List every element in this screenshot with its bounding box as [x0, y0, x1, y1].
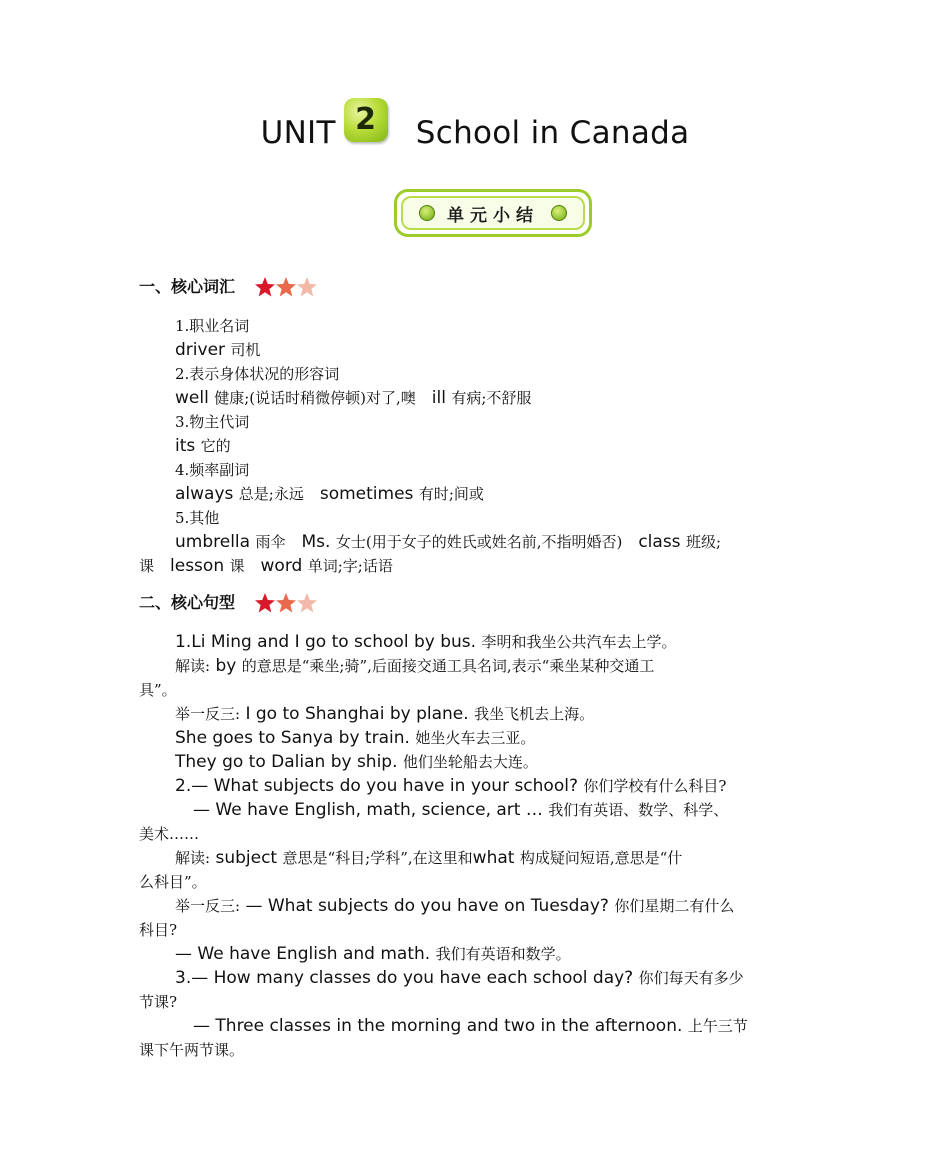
sentence-line: They go to Dalian by ship. 他们坐轮船去大连。	[175, 752, 538, 772]
sentence-line: 具”。	[139, 681, 177, 699]
sentence-line: 课下午两节课。	[139, 1041, 245, 1059]
half-star-icon	[295, 276, 319, 298]
difficulty-rating	[253, 276, 316, 298]
sentence-line: 美术……	[139, 825, 200, 843]
vocab-line: well 健康;(说话时稍微停顿)对了,噢 ill 有病;不舒服	[175, 388, 532, 408]
sentence-line: — We have English and math. 我们有英语和数学。	[175, 944, 571, 964]
section-title: 二、核心句型	[139, 593, 236, 612]
unit-summary-badge-inner	[401, 196, 585, 230]
sentence-line: 3.— How many classes do you have each school day? 你们每天有多少	[175, 968, 744, 988]
vocab-line: 1.职业名词	[175, 317, 250, 335]
vocab-line: 课 lesson 课 word 单词;字;话语	[139, 556, 393, 576]
unit-word: UNIT	[260, 115, 336, 151]
difficulty-rating	[253, 592, 316, 614]
vocab-line: 5.其他	[175, 509, 220, 527]
vocab-line: umbrella 雨伞 Ms. 女士(用于女子的姓氏或姓名前,不指明婚否) class 班级;	[175, 532, 721, 552]
vocab-line: 2.表示身体状况的形容词	[175, 365, 340, 383]
half-star-icon	[295, 592, 319, 614]
vocab-line: 4.频率副词	[175, 461, 250, 479]
unit-number-badge: 2	[344, 98, 388, 142]
sentence-line: 举一反三: I go to Shanghai by plane. 我坐飞机去上海。	[175, 704, 595, 724]
sentence-line: — Three classes in the morning and two in the afternoon. 上午三节	[193, 1016, 748, 1036]
green-dot-icon	[419, 205, 435, 221]
sentence-line: 举一反三: — What subjects do you have on Tuesday? 你们星期二有什么	[175, 896, 735, 916]
green-dot-icon	[551, 205, 567, 221]
section-heading-sentences	[139, 588, 811, 618]
section-heading-vocabulary	[139, 272, 811, 302]
sentence-line: 节课?	[139, 993, 178, 1011]
section-title: 一、核心词汇	[139, 277, 236, 296]
sentence-line: — We have English, math, science, art … 我们有英语、数学、科学、	[193, 800, 729, 820]
unit-summary-label: 单元小结	[447, 205, 539, 226]
vocab-line: always 总是;永远 sometimes 有时;间或	[175, 484, 484, 504]
sentence-line: 1.Li Ming and I go to school by bus. 李明和我坐公共汽车去上学。	[175, 632, 677, 652]
summary-content	[139, 272, 811, 1062]
sentence-line: 2.— What subjects do you have in your school? 你们学校有什么科目?	[175, 776, 727, 796]
vocab-line: driver 司机	[175, 340, 261, 360]
sentence-line: 解读: by 的意思是“乘坐;骑”,后面接交通工具名词,表示“乘坐某种交通工	[175, 656, 655, 676]
unit-subject: School in Canada	[415, 115, 690, 151]
unit-summary-badge	[394, 189, 592, 237]
sentence-line: 解读: subject 意思是“科目;学科”,在这里和what 构成疑问短语,意思是“什	[175, 848, 683, 868]
sentence-line: 么科目”。	[139, 873, 207, 891]
sentence-line: 科目?	[139, 921, 178, 939]
vocab-line: its 它的	[175, 436, 231, 456]
vocab-line: 3.物主代词	[175, 413, 250, 431]
sentence-line: She goes to Sanya by train. 她坐火车去三亚。	[175, 728, 536, 748]
unit-title	[0, 102, 950, 156]
